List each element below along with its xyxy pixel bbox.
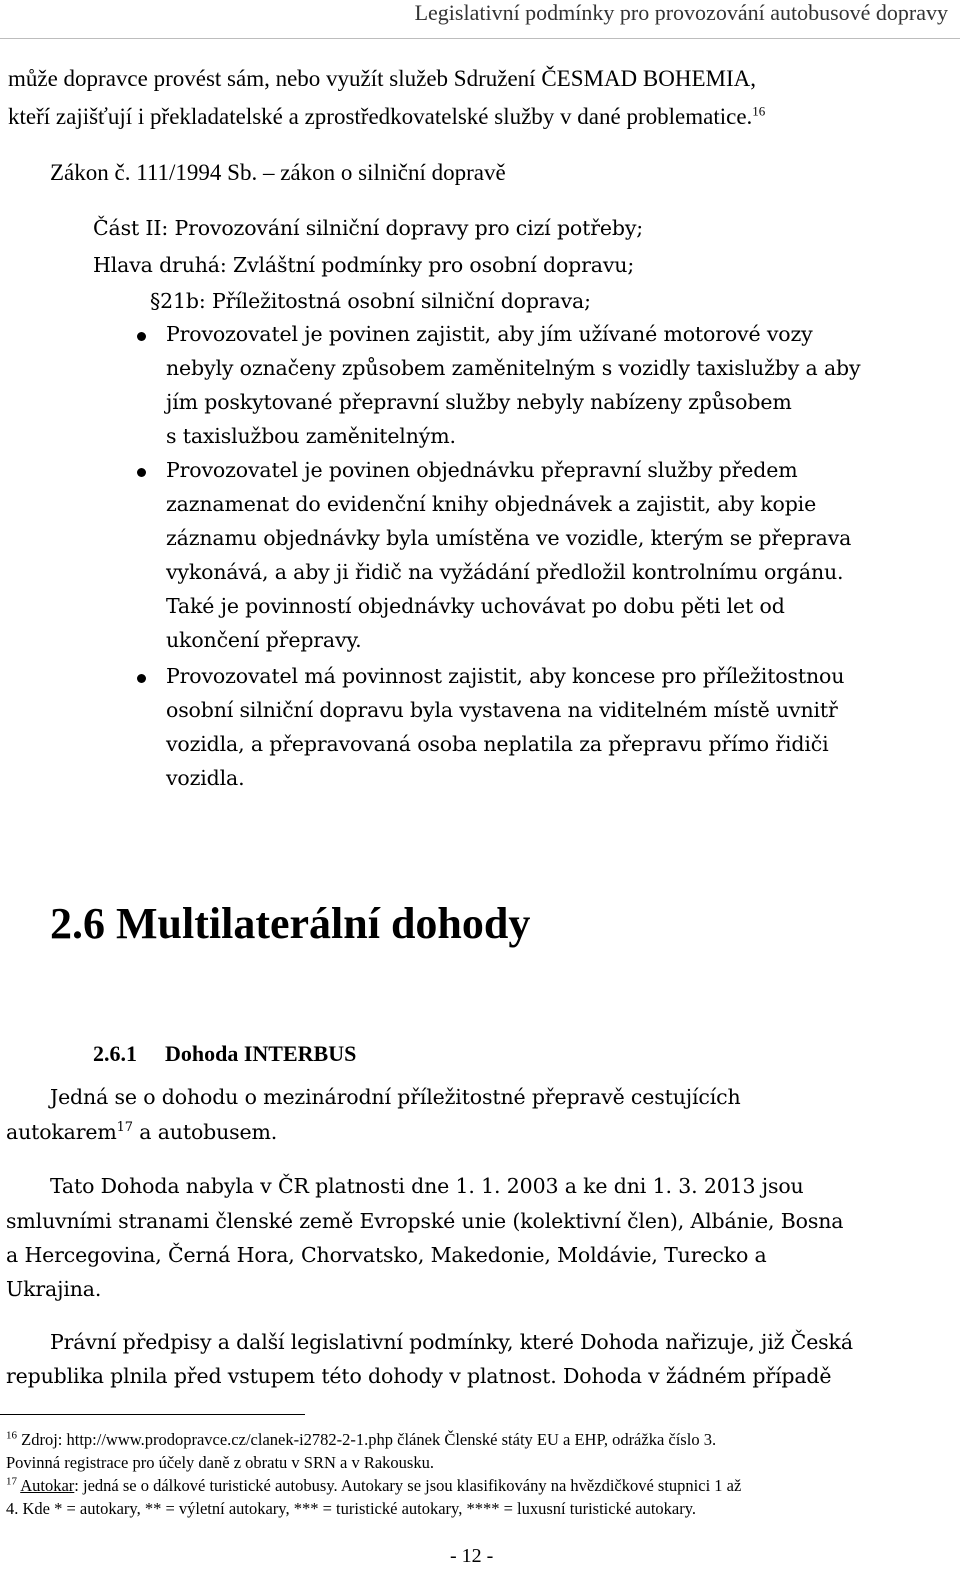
para-1-autokar: autokarem (6, 1120, 117, 1144)
section-heading: 2.6 Multilaterální dohody (50, 899, 531, 948)
page-number: - 12 - (450, 1545, 494, 1567)
bullet-2-dot (137, 468, 146, 477)
bullet-1-line-1: Provozovatel je povinen zajistit, aby jím užívané motorové vozy (166, 322, 813, 346)
footnote-ref-17[interactable]: 17 (116, 1120, 133, 1136)
footnote-16-line-2: Povinná registrace pro účely daně z obratu v SRN a v Rakousku. (6, 1453, 434, 1472)
bullet-3-line-2: osobní silniční dopravu byla vystavena na viditelném místě uvnitř (166, 698, 838, 722)
bullet-2-line-4: vykonává, a aby ji řidič na vyžádání předložil kontrolnímu orgánu. (166, 560, 844, 584)
para-2-line-1: Tato Dohoda nabyla v ČR platnosti dne 1. 1. 2003 a ke dni 1. 3. 2013 jsou (50, 1174, 804, 1198)
header-rule (0, 38, 960, 39)
para-2-line-3: a Hercegovina, Černá Hora, Chorvatsko, Makedonie, Moldávie, Turecko a (6, 1243, 767, 1267)
bullet-3-line-4: vozidla. (166, 766, 245, 790)
intro-line-2-text: kteří zajišťují i překladatelské a zprostředkovatelské služby v dané problematice. (8, 104, 753, 129)
subheading-number: 2.6.1 (93, 1041, 137, 1066)
law-part: Část II: Provozování silniční dopravy pro cizí potřeby; (93, 216, 644, 240)
law-section: §21b: Příležitostná osobní silniční doprava; (150, 289, 591, 313)
intro-line-1: může dopravce provést sám, nebo využít služeb Sdružení ČESMAD BOHEMIA, (8, 66, 756, 91)
footnote-16-line-1: Zdroj: http://www.prodopravce.cz/clanek-i2782-2-1.php článek Členské státy EU a EHP, odrážka číslo 3. (17, 1430, 717, 1449)
bullet-1-dot (137, 332, 146, 341)
bullet-2-line-5: Také je povinností objednávky uchovávat po dobu pěti let od (166, 594, 785, 618)
footnote-17-line-1: : jedná se o dálkové turistické autobusy. Autokary se jsou klasifikovány na hvězdičkové stupnici 1 až (74, 1476, 742, 1495)
bullet-1-line-2: nebyly označeny způsobem zaměnitelným s vozidly taxislužby a aby (166, 356, 861, 380)
para-1-line-1: Jedná se o dohodu o mezinárodní příležitostné přepravě cestujících (50, 1085, 741, 1109)
footnote-rule (0, 1414, 305, 1415)
footnote-17-number: 17 (6, 1475, 17, 1488)
intro-line-2 (8, 104, 765, 130)
bullet-2-line-6: ukončení přepravy. (166, 628, 362, 652)
para-1-line-2 (6, 1120, 277, 1144)
footnote-17 (6, 1476, 741, 1496)
bullet-3-line-1: Provozovatel má povinnost zajistit, aby koncese pro příležitostnou (166, 664, 845, 688)
law-chapter: Hlava druhá: Zvláštní podmínky pro osobní dopravu; (93, 253, 635, 277)
footnote-17-term[interactable]: Autokar (20, 1476, 75, 1495)
para-2-line-2: smluvními stranami členské země Evropské unie (kolektivní člen), Albánie, Bosna (6, 1209, 844, 1233)
bullet-3-dot (137, 674, 146, 683)
footnote-ref-16[interactable]: 16 (752, 103, 766, 119)
bullet-2-line-3: záznamu objednávky byla umístěna ve vozidle, kterým se přeprava (166, 526, 852, 550)
running-header: Legislativní podmínky pro provozování autobusové dopravy (414, 0, 948, 25)
law-title: Zákon č. 111/1994 Sb. – zákon o silniční dopravě (50, 160, 506, 185)
footnote-16 (6, 1430, 716, 1450)
bullet-1-line-3: jím poskytované přepravní služby nebyly nabízeny způsobem (166, 390, 792, 414)
para-1-rest: a autobusem. (132, 1120, 278, 1144)
footnote-16-number: 16 (6, 1429, 17, 1442)
para-3-line-2: republika plnila před vstupem této dohody v platnost. Dohoda v žádném případě (6, 1364, 832, 1388)
bullet-2-line-2: zaznamenat do evidenční knihy objednávek a zajistit, aby kopie (166, 492, 817, 516)
subheading-title: Dohoda INTERBUS (165, 1041, 357, 1066)
bullet-1-line-4: s taxislužbou zaměnitelným. (166, 424, 456, 448)
para-3-line-1: Právní předpisy a další legislativní podmínky, které Dohoda nařizuje, již Česká (50, 1330, 853, 1354)
footnote-17-line-2: 4. Kde * = autokary, ** = výletní autokary, *** = turistické autokary, **** = luxusní turistické autokary. (6, 1499, 697, 1518)
bullet-2-line-1: Provozovatel je povinen objednávku přepravní služby předem (166, 458, 798, 482)
para-2-line-4: Ukrajina. (6, 1277, 102, 1301)
bullet-3-line-3: vozidla, a přepravovaná osoba neplatila za přepravu přímo řidiči (166, 732, 829, 756)
